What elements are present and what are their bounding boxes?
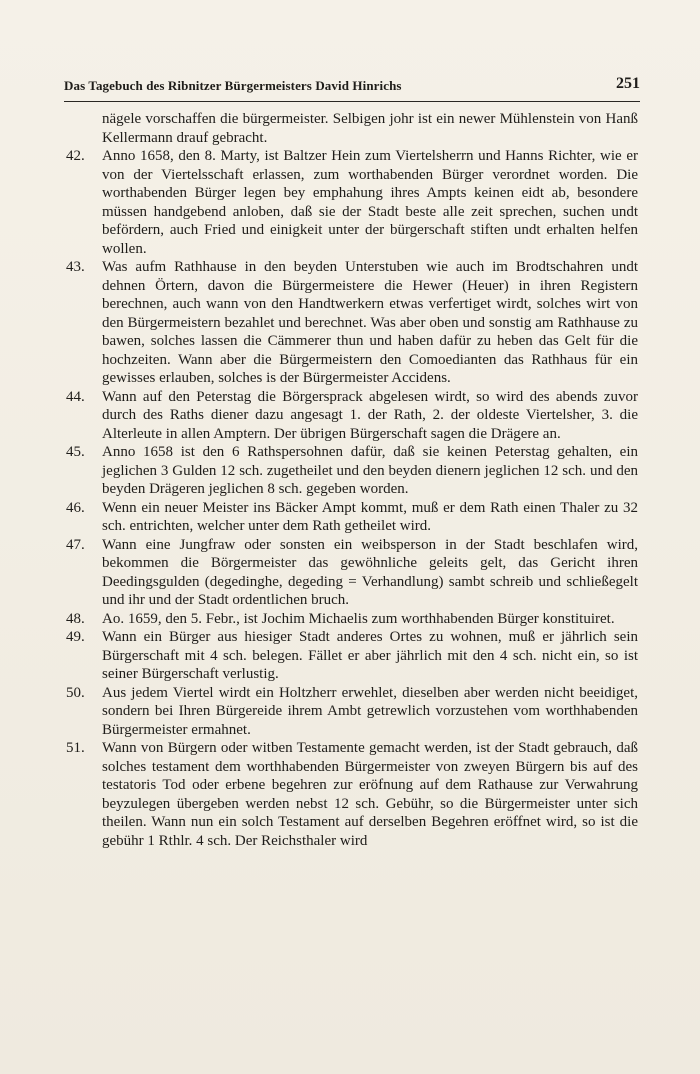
entry-number: 43. [66, 259, 85, 275]
header-title: Das Tagebuch des Ribnitzer Bürgermeisters David Hinrichs [64, 78, 402, 93]
entry-47 [66, 536, 638, 610]
entry-text: Wann von Bürgern oder witben Testamente gemacht werden, ist der Stadt gebrauch, daß solches testament dem worthhabenden Bürgermeister von zweyen Bürgern bis auf des testatoris Tod oder erbene begehren zur eröfnung auf dem Rathause zur Verwahrung beyzulegen übergeben werden nebst 12 sch. Gebühr, so die Bürgermeister unter sich theilen. Wann nun ein solch Testament auf derselben Begehren eröffnet wird, so ist die gebühr 1 Rthlr. 4 sch. Der Reichsthaler wird [102, 740, 638, 849]
entry-48 [66, 610, 638, 629]
continued-paragraph: nägele vorschaffen die bürgermeister. Selbigen johr ist ein newer Mühlenstein von Hanß Kellermann drauf gebracht. [102, 111, 638, 146]
entry-49 [66, 628, 638, 684]
entry-number: 47. [66, 536, 85, 553]
entry-text: Wann auf den Peterstag die Börgersprack abgelesen wirdt, so wird des abends zuvor durch des Raths diener dazu angesagt 1. der Rath, 2. der oldeste Viertelsher, 3. die Alterleute in allen Amptern. Der übrigen Bürgerschaft sagen die Drägere an. [102, 388, 638, 442]
entry-number: 51. [66, 740, 85, 756]
page-number: 251 [616, 75, 640, 92]
entry-46 [66, 499, 638, 536]
entry-number: 45. [66, 444, 85, 460]
entry-45 [66, 443, 638, 499]
entry-text: Wenn ein neuer Meister ins Bäcker Ampt kommt, muß er dem Rath einen Thaler zu 32 sch. entrichten, welcher unter dem Rath getheilet wird. [102, 499, 638, 534]
entry-text: Ao. 1659, den 5. Febr., ist Jochim Michaelis zum worthhabenden Bürger konstituiret. [102, 610, 615, 627]
entry-44 [66, 388, 638, 444]
entry-text: Aus jedem Viertel wirdt ein Holtzherr erwehlet, dieselben aber werden nicht beeidiget, sondern bei Ihren Bürgereide ihrem Ambt getrewlich vorzustehen vom worthhabenden Bürgermeister ermahnet. [102, 684, 638, 738]
entry-number: 46. [66, 499, 85, 516]
entry-number: 49. [66, 629, 85, 645]
entry-number: 48. [66, 610, 85, 627]
entry-number: 50. [66, 684, 85, 701]
entry-number: 44. [66, 388, 85, 405]
entry-text: Wann eine Jungfraw oder sonsten ein weibsperson in der Stadt beschlafen wird, bekommen die Börgermeister das gewöhnliche geleits gelt, das Gericht ihren Deedingsgulden (degedinghe, degeding = Verhandlung) sambt schreib und schließegelt und ihr und der Stadt ordentlichen bruch. [102, 536, 638, 608]
entry-51 [66, 739, 638, 850]
entry-text: Anno 1658 ist den 6 Rathspersohnen dafür, daß sie keinen Peterstag gehalten, ein jeglichen 3 Gulden 12 sch. zugetheilet und den beyden dienern jeglichen 12 sch. und den beyden Drägeren jeglichen 8 sch. gegeben worden. [102, 444, 638, 497]
running-header [64, 75, 640, 102]
entry-number: 42. [66, 148, 85, 164]
entry-50 [66, 684, 638, 740]
entry-text: Wann ein Bürger aus hiesiger Stadt anderes Ortes zu wohnen, muß er jährlich sein Bürgerschaft mit 4 sch. belegen. Fället er aber jährlich mit den 4 sch. nicht ein, so ist seiner Bürgerschaft verlustig. [102, 629, 638, 682]
entry-42 [66, 147, 638, 258]
entry-text: Was aufm Rathhause in den beyden Unterstuben wie auch im Brodtschahren undt dehnen Örtern, davon die Bürgermeistere die Hewer (Heuer) in ihren Registern berechnen, auch wann von den Handtwerkern etwas verfertiget wirdt, solches wirt von den Bürgermeistern bezahlet und berechnet. Was aber oben und sonstig am Rathhause zu bawen, solches lassen die Cämmerer thun und haben dafür zu heben das Gelt für die hochzeiten. Wann aber die Bürgermeistern den Comoedianten das Rathhaus für ein gewisses erlauben, solches is der Bürgermeister Accidens. [102, 259, 638, 386]
entry-text: Anno 1658, den 8. Marty, ist Baltzer Hein zum Viertelsherrn und Hanns Richter, wie er von der Viertelsschaft erlassen, zum worthabenden Bürger verordnet worden. Die worthabenden Bürger legen bey emphahung ihres Ampts keinen eidt ab, besondere müssen handgebend anloben, daß sie der Stadt beste alle zeit sprechen, suchen undt befördern, auch Fried und einigkeit unter der bürgerschaft stiften undt erhalten helfen wollen. [102, 148, 638, 257]
entry-43 [66, 258, 638, 388]
page-content [66, 110, 638, 850]
